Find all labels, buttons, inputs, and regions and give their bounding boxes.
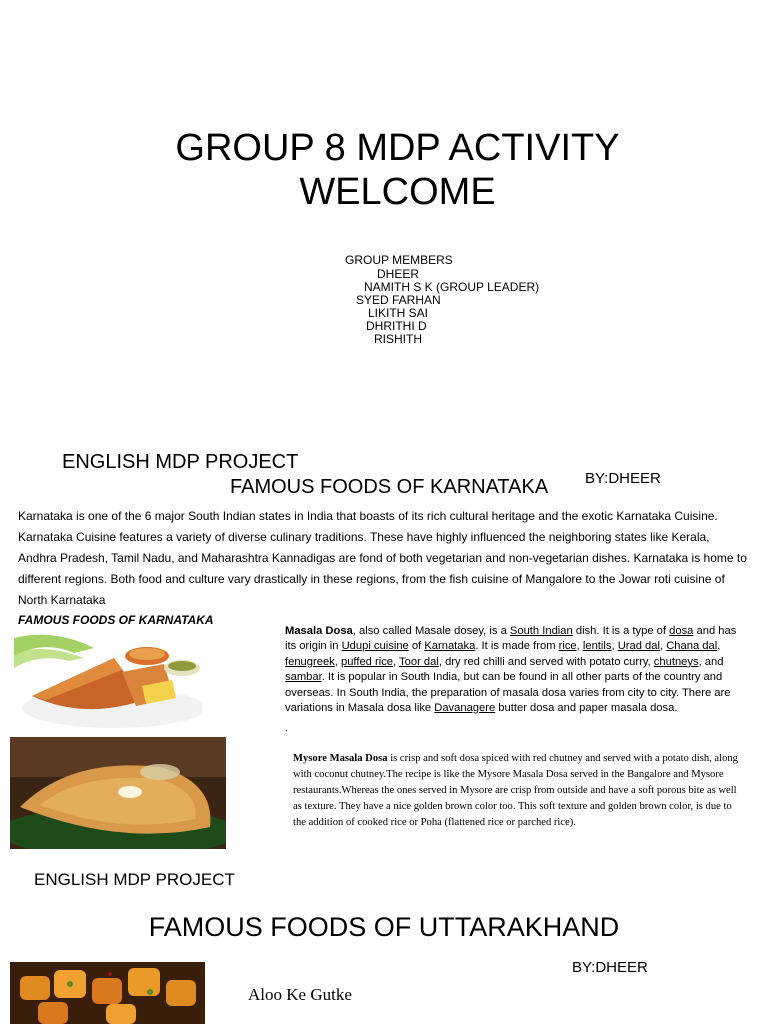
member-name: LIKITH SAI: [368, 306, 429, 320]
wiki-link[interactable]: Davanagere: [434, 702, 496, 715]
wiki-link[interactable]: lentils: [582, 640, 612, 653]
wiki-link[interactable]: chutneys: [653, 655, 699, 668]
members-heading: GROUP MEMBERS: [345, 253, 453, 267]
wiki-link[interactable]: Urad dal: [617, 640, 660, 653]
author-byline: BY:DHEER: [585, 470, 661, 487]
dish-name: Mysore Masala Dosa: [293, 753, 388, 764]
dish-name: Masala Dosa: [285, 625, 353, 637]
member-name: DHRITHI D: [366, 319, 427, 333]
member-name: RISHITH: [374, 332, 422, 346]
wiki-link[interactable]: Udupi cuisine: [341, 640, 409, 653]
wiki-link[interactable]: puffed rice: [340, 655, 394, 668]
wiki-link[interactable]: fenugreek: [285, 655, 335, 668]
project-label: ENGLISH MDP PROJECT: [34, 870, 235, 889]
author-byline: BY:DHEER: [572, 959, 648, 976]
wiki-link[interactable]: rice: [558, 640, 577, 653]
member-name: SYED FARHAN: [356, 293, 441, 307]
wiki-link[interactable]: Karnataka: [424, 640, 476, 653]
member-name: NAMITH S K (GROUP LEADER): [364, 280, 540, 294]
dish-title: Aloo Ke Gutke: [248, 985, 352, 1004]
wiki-link[interactable]: Toor dal: [399, 655, 439, 668]
aloo-ke-gutke-image: [10, 962, 205, 1024]
mysore-dosa-image: [10, 737, 226, 849]
section-heading: FAMOUS FOODS OF UTTARAKHAND: [148, 912, 620, 942]
masala-dosa-image: [14, 628, 202, 728]
intro-paragraph: Karnataka is one of the 6 major South Indian states in India that boasts of its rich cultural heritage and the exotic Karnataka Cuisine. Karnataka Cuisine features a variety of diverse culinary traditions. These have highly influenced the neighboring states like Kerala, Andhra Pradesh, Tamil Nadu, and Maharashtra Kannadigas are fond of both vegetarian and non-vegetarian dishes. Karnataka is home to different regions. Both food and culture vary drastically in these regions, from the fish cuisine of Mangalore to the Jowar roti cuisine of North Karnataka: [18, 509, 747, 607]
page-title-line-1: GROUP 8 MDP ACTIVITY: [175, 127, 620, 169]
member-name: DHEER: [377, 267, 420, 281]
wiki-link[interactable]: sambar: [285, 671, 322, 684]
page-title-line-2: WELCOME: [299, 171, 496, 213]
section-heading: FAMOUS FOODS OF KARNATAKA: [230, 476, 549, 498]
masala-dosa-paragraph: Masala Dosa, also called Masale dosey, is a South Indian dish. It is a type of dosa and has its origin in Udupi cuisine of Karnataka. It is made from rice, lentils, Urad dal, Chana dal, fenugreek, puffed rice, Toor dal, dry red chilli and served with potato curry, chutneys, and sambar. It is popular in South India, but can be found in all other parts of the country and overseas. In South India, the preparation of masala dosa varies from city to city. There are variations in Masala dosa like Davanagere butter dosa and paper masala dosa.: [285, 625, 737, 715]
wiki-link[interactable]: South Indian: [509, 625, 573, 637]
wiki-link[interactable]: Chana dal: [666, 640, 718, 653]
stray-dot: .: [285, 722, 289, 734]
project-label: ENGLISH MDP PROJECT: [62, 451, 299, 473]
wiki-link[interactable]: dosa: [669, 625, 694, 637]
famous-foods-label: FAMOUS FOODS OF KARNATAKA: [18, 613, 214, 627]
mysore-dosa-paragraph: Mysore Masala Dosa is crisp and soft dosa spiced with red chutney and served with a potato dish, along with coconut chutney.The recipe is like the Mysore Masala Dosa served in the Bangalore and Mysore restaurants.Whereas the ones served in Mysore are crisp from outside and have a soft porous bite as well as texture. They have a nice golden brown color too. This soft texture and golden brown color, is due to the addition of cooked rice or Poha (flattened rice or parched rice).: [293, 753, 738, 828]
